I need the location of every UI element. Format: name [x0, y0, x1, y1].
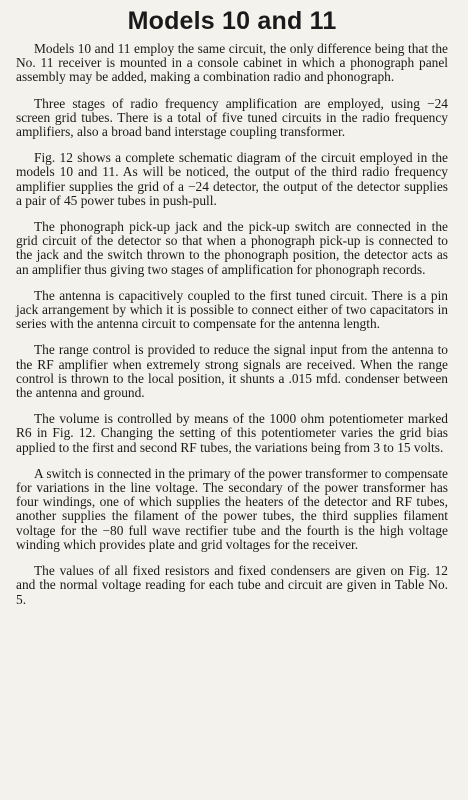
page-title: Models 10 and 11 — [127, 7, 337, 35]
paragraph-rf-stages: Three stages of radio frequency amplification are employed, using −24 screen grid tubes. There is a total of five tuned circuits in the radio frequency amplifiers, also a broad band interstage coupling transformer. — [16, 95, 448, 140]
paragraph-schematic: Fig. 12 shows a complete schematic diagram of the circuit employed in the models 10 and 11. As will be noticed, the output of the third radio frequency amplifier supplies the grid of a −24 detector, the output of the detector supplies a pair of 45 power tubes in push-pull. — [16, 150, 448, 208]
paragraph-power-transformer: A switch is connected in the primary of the power transformer to compensate for variations in the line voltage. The secondary of the power transformer has four windings, one of which supplies the heaters of the detector and RF tubes, another supplies the filament of the power tubes, the third supplies filament voltage for the −80 full wave rectifier tube and the fourth is the high voltage winding which provides plate and grid voltages for the receiver. — [16, 465, 448, 552]
paragraph-phonograph: The phonograph pick-up jack and the pick-up switch are connected in the grid circuit of the detector so that when a phonograph pick-up is connected to the jack and the switch thrown to the phonograph position, the detector acts as an amplifier thus giving two stages of amplification for phonograph records. — [16, 219, 448, 277]
paragraph-values: The values of all fixed resistors and fixed condensers are given on Fig. 12 and the normal voltage reading for each tube and circuit are given in Table No. 5. — [16, 563, 448, 607]
paragraph-volume: The volume is controlled by means of the 1000 ohm potentiometer marked R6 in Fig. 12. Changing the setting of this potentiometer varies the grid bias applied to the first and second RF tubes, the variations being from 3 to 15 volts. — [16, 411, 448, 455]
paragraph-antenna: The antenna is capacitively coupled to the first tuned circuit. There is a pin jack arrangement by which it is possible to connect either of two capacitators in series with the antenna circuit to compensate for the antenna length. — [16, 287, 448, 332]
paragraph-models-overview: Models 10 and 11 employ the same circuit, the only difference being that the No. 11 receiver is mounted in a console cabinet in which a phonograph panel assembly may be added, making a combination radio and phonograph. — [16, 41, 448, 85]
paragraph-range-control: The range control is provided to reduce the signal input from the antenna to the RF amplifier when extremely strong signals are received. When the range control is thrown to the local position, it shunts a .015 mfd. condenser between the antenna and ground. — [16, 342, 448, 401]
